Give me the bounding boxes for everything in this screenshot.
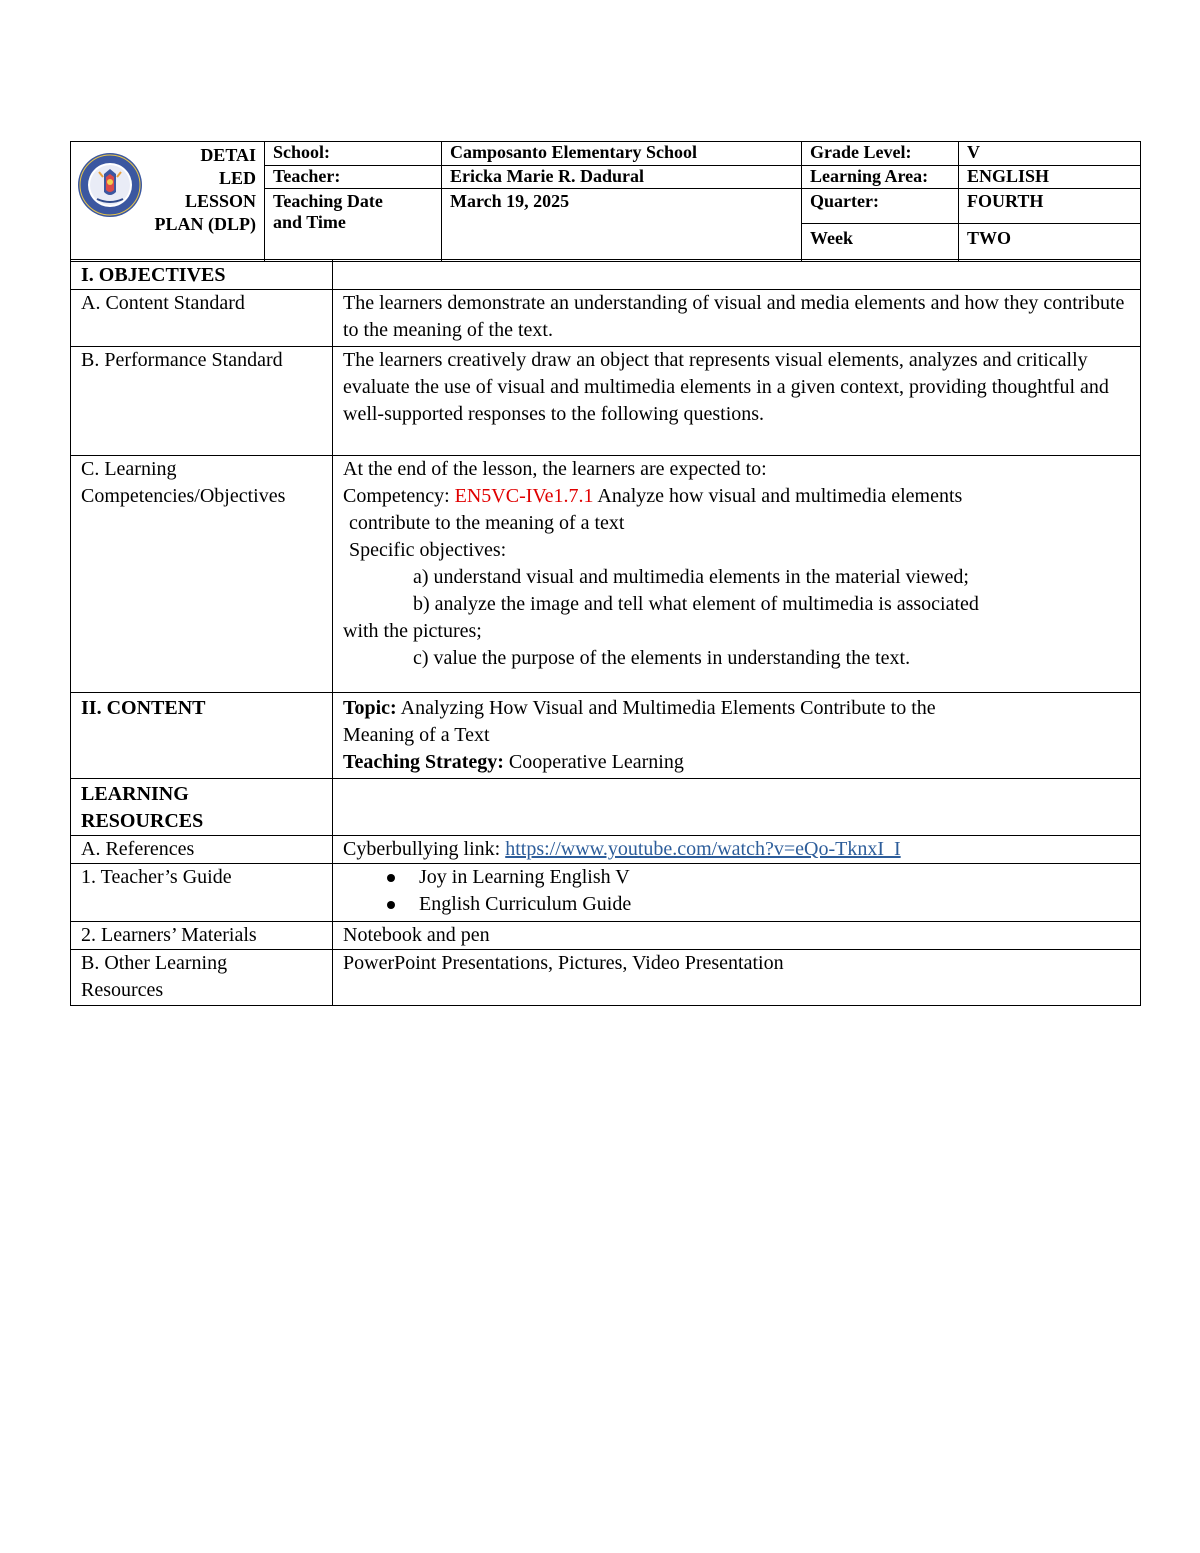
- area-label: Learning Area:: [802, 166, 959, 189]
- objectives-heading: I. OBJECTIVES: [71, 260, 333, 290]
- other-resources-row: [71, 950, 1141, 1006]
- content-row: [71, 693, 1141, 779]
- performance-standard-row: [71, 347, 1141, 456]
- teachers-guide-list: [343, 864, 1130, 918]
- topic-text: Analyzing How Visual and Multimedia Elements Contribute to the: [396, 697, 936, 719]
- bullet-icon: [387, 901, 395, 909]
- learners-materials-label: 2. Learners’ Materials: [71, 922, 333, 950]
- specific-objectives-label: Specific objectives:: [349, 539, 507, 561]
- objectives-intro: At the end of the lesson, the learners are expected to:: [343, 458, 767, 480]
- resources-heading-empty: [333, 779, 1141, 836]
- objective-b-cont: with the pictures;: [343, 620, 482, 642]
- lesson-table: [70, 259, 1141, 1006]
- resources-heading: [71, 779, 333, 836]
- grade-label: Grade Level:: [802, 142, 959, 166]
- learners-materials-row: [71, 922, 1141, 950]
- bullet-icon: [387, 874, 395, 882]
- week-label: Week: [802, 224, 959, 262]
- teachers-guide-row: [71, 864, 1141, 922]
- competencies-row: [71, 456, 1141, 693]
- strategy-text: Cooperative Learning: [503, 751, 684, 773]
- objectives-heading-empty: [333, 260, 1141, 290]
- strategy-line: [343, 749, 1130, 776]
- dlp-title: [136, 144, 256, 236]
- date-label-line: and Time: [273, 212, 346, 232]
- dlp-title-line: LED: [218, 168, 256, 188]
- quarter-value: FOURTH: [959, 189, 1141, 224]
- competencies-label-line: C. Learning: [81, 458, 177, 480]
- references-label: A. References: [71, 836, 333, 864]
- list-item: [419, 864, 1130, 891]
- competencies-text: [333, 456, 1141, 693]
- teacher-value: Ericka Marie R. Dadural: [442, 166, 802, 189]
- resources-heading-row: [71, 779, 1141, 836]
- competency-code: EN5VC-IVe1.7.1: [454, 485, 594, 507]
- strategy-label: Teaching Strategy:: [343, 751, 504, 773]
- date-value: March 19, 2025: [442, 189, 802, 262]
- area-value: ENGLISH: [959, 166, 1141, 189]
- competency-text: Analyze how visual and multimedia elements: [593, 485, 963, 507]
- topic-text-cont: Meaning of a Text: [343, 724, 490, 746]
- topic-label: Topic:: [343, 697, 397, 719]
- list-item-text: Joy in Learning English V: [419, 866, 630, 888]
- performance-standard-label: B. Performance Standard: [71, 347, 333, 456]
- other-resources-label-line: Resources: [81, 979, 164, 1001]
- school-value: Camposanto Elementary School: [442, 142, 802, 166]
- other-resources-label-line: B. Other Learning: [81, 952, 228, 974]
- objective-b: b) analyze the image and tell what element of multimedia is associated: [413, 593, 979, 615]
- date-label-line: Teaching Date: [273, 191, 383, 211]
- topic-line: [343, 695, 1130, 722]
- other-resources-label: [71, 950, 333, 1006]
- objectives-heading-row: [71, 260, 1141, 290]
- deped-seal-logo: [77, 152, 143, 218]
- teachers-guide-list-cell: [333, 864, 1141, 922]
- grade-value: V: [959, 142, 1141, 166]
- resources-heading-line: RESOURCES: [81, 810, 204, 832]
- competencies-label: [71, 456, 333, 693]
- objective-c: c) value the purpose of the elements in understanding the text.: [413, 647, 911, 669]
- resources-heading-line: LEARNING: [81, 783, 189, 805]
- content-heading: II. CONTENT: [71, 693, 333, 779]
- competency-prefix: Competency:: [343, 485, 455, 507]
- dlp-title-cell: [71, 142, 265, 262]
- references-prefix: Cyberbullying link:: [343, 838, 506, 860]
- competencies-label-line: Competencies/Objectives: [81, 485, 286, 507]
- learners-materials-text: Notebook and pen: [333, 922, 1141, 950]
- week-value: TWO: [959, 224, 1141, 262]
- performance-standard-text: The learners creatively draw an object that represents visual elements, analyzes and critically evaluate the use of visual and multimedia elements in a given context, providing thoughtful and well-supported responses to the following questions.: [333, 347, 1141, 456]
- content-standard-text: The learners demonstrate an understanding of visual and media elements and how they contribute to the meaning of the text.: [333, 290, 1141, 347]
- list-item: [419, 891, 1130, 918]
- competency-text-cont: contribute to the meaning of a text: [349, 512, 625, 534]
- dlp-title-line: DETAI: [200, 145, 256, 165]
- quarter-label: Quarter:: [802, 189, 959, 224]
- other-resources-text: PowerPoint Presentations, Pictures, Video Presentation: [333, 950, 1141, 1006]
- content-standard-row: [71, 290, 1141, 347]
- references-text: [333, 836, 1141, 864]
- references-row: [71, 836, 1141, 864]
- competency-line: [343, 483, 1130, 510]
- objective-a: a) understand visual and multimedia elements in the material viewed;: [413, 566, 969, 588]
- header-table: [70, 141, 1141, 262]
- school-label: School:: [265, 142, 442, 166]
- references-link[interactable]: https://www.youtube.com/watch?v=eQo-TknxI_I: [505, 838, 901, 860]
- date-label: [265, 189, 442, 262]
- teacher-label: Teacher:: [265, 166, 442, 189]
- list-item-text: English Curriculum Guide: [419, 893, 632, 915]
- content-standard-label: A. Content Standard: [71, 290, 333, 347]
- teachers-guide-label: 1. Teacher’s Guide: [71, 864, 333, 922]
- dlp-title-line: LESSON: [184, 191, 256, 211]
- dlp-title-line: PLAN (DLP): [154, 214, 256, 234]
- content-text: [333, 693, 1141, 779]
